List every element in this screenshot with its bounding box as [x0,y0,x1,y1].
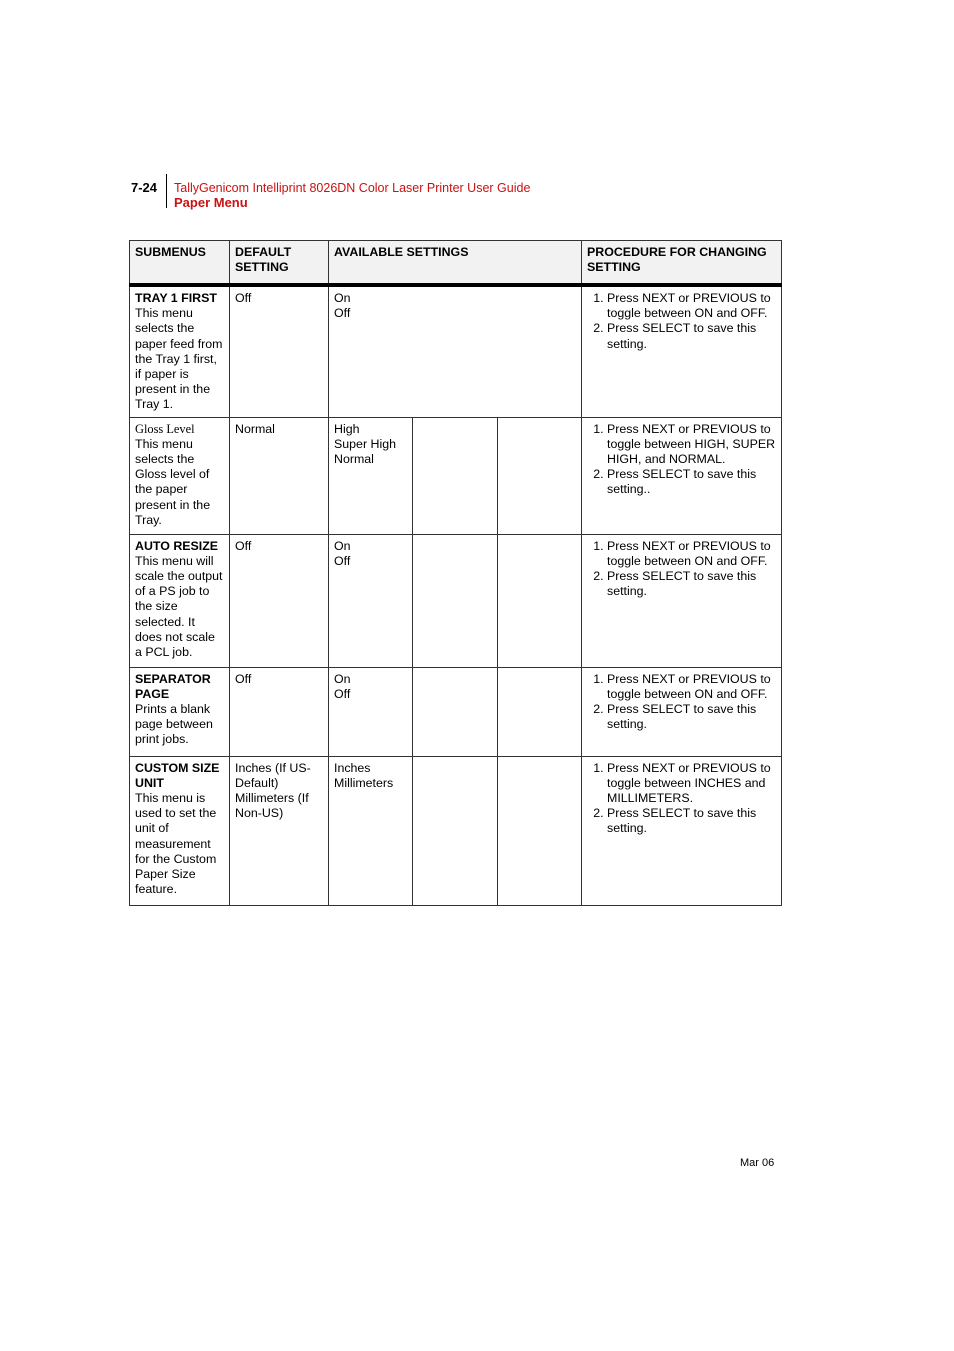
paper-menu-table [129,240,782,906]
procedure-cell [582,285,782,417]
procedure-step: 2. Press SELECT to save this setting. [607,702,777,732]
procedure-steps [587,761,777,837]
document-title: TallyGenicom Intelliprint 8026DN Color Laser Printer User Guide [174,181,531,195]
default-value: Normal [235,421,275,436]
default-value: Off [235,291,252,305]
submenu-description: This menu is used to set the unit of measurement for the Custom Paper Size feature. [135,791,217,897]
procedure-steps [587,422,777,498]
default-value: Off [235,538,252,553]
submenu-name: SEPARATOR PAGE [135,671,211,701]
default-value: Inches (If US-Default) [235,760,311,790]
empty-cell [413,667,498,756]
submenu-cell [130,285,230,417]
procedure-cell [582,756,782,905]
submenu-name: AUTO RESIZE [135,538,219,553]
default-setting-cell [230,534,329,667]
available-option: On [334,671,351,686]
available-option: Off [334,553,351,568]
header-submenus: SUBMENUS [130,241,230,286]
submenu-cell [130,756,230,905]
table-row [130,667,782,756]
empty-cell [413,417,498,534]
empty-cell [413,534,498,667]
procedure-step: 1. Press NEXT or PREVIOUS to toggle between HIGH, SUPER HIGH, and NORMAL. [607,422,777,468]
default-setting-cell [230,756,329,905]
submenu-name: TRAY 1 FIRST [135,291,217,305]
default-value: Millimeters (If Non-US) [235,791,309,821]
available-option: Super High [334,436,396,451]
default-setting-cell [230,667,329,756]
procedure-step: 2. Press SELECT to save this setting.. [607,467,777,497]
procedure-steps [587,672,777,733]
submenu-name: Gloss Level [135,421,195,436]
empty-cell [413,756,498,905]
procedure-cell [582,417,782,534]
footer-date: Mar 06 [740,1157,775,1169]
available-option: Off [334,686,351,701]
submenu-description: This menu selects the paper feed from the Tray 1 first, if paper is present in the Tray 1. [135,306,223,412]
available-option: Inches [334,760,371,775]
available-option: Millimeters [334,775,394,790]
submenu-cell [130,667,230,756]
submenu-description: Prints a blank page between print jobs. [135,702,213,747]
available-settings-cell [329,417,413,534]
header-divider [166,174,167,208]
header-procedure: PROCEDURE FOR CHANGING SETTING [582,241,782,286]
table-row [130,285,782,417]
available-settings-cell [329,756,413,905]
available-option: On [334,291,351,305]
submenu-description: This menu will scale the output of a PS job to the size selected. It does not scale a PCL job. [135,553,223,660]
procedure-step: 2. Press SELECT to save this setting. [607,806,777,836]
empty-cell [498,417,582,534]
table-header-row [130,241,782,286]
empty-cell [498,667,582,756]
section-title: Paper Menu [174,195,248,210]
procedure-step: 2. Press SELECT to save this setting. [607,321,777,351]
default-value: Off [235,671,252,686]
submenu-cell [130,534,230,667]
available-settings-cell [329,285,582,417]
submenu-name: CUSTOM SIZE UNIT [135,760,220,790]
empty-cell [498,756,582,905]
procedure-cell [582,534,782,667]
procedure-step: 1. Press NEXT or PREVIOUS to toggle between ON and OFF. [607,291,777,321]
available-option: On [334,538,351,553]
procedure-steps [587,539,777,600]
available-option: High [334,421,360,436]
available-settings-cell [329,667,413,756]
available-settings-cell [329,534,413,667]
table-row [130,756,782,905]
procedure-step: 1. Press NEXT or PREVIOUS to toggle between INCHES and MILLIMETERS. [607,761,777,807]
submenu-cell [130,417,230,534]
procedure-steps [587,291,777,352]
procedure-step: 1. Press NEXT or PREVIOUS to toggle between ON and OFF. [607,539,777,569]
table-row [130,417,782,534]
available-option: Normal [334,452,374,467]
procedure-cell [582,667,782,756]
page-number: 7-24 [131,180,158,195]
empty-cell [498,534,582,667]
available-option: Off [334,306,351,321]
header-available-settings: AVAILABLE SETTINGS [329,241,582,286]
procedure-step: 2. Press SELECT to save this setting. [607,569,777,599]
header-default-setting: DEFAULT SETTING [230,241,329,286]
default-setting-cell [230,417,329,534]
default-setting-cell [230,285,329,417]
table-row [130,534,782,667]
procedure-step: 1. Press NEXT or PREVIOUS to toggle between ON and OFF. [607,672,777,702]
submenu-description: This menu selects the Gloss level of the paper present in the Tray. [135,436,211,527]
